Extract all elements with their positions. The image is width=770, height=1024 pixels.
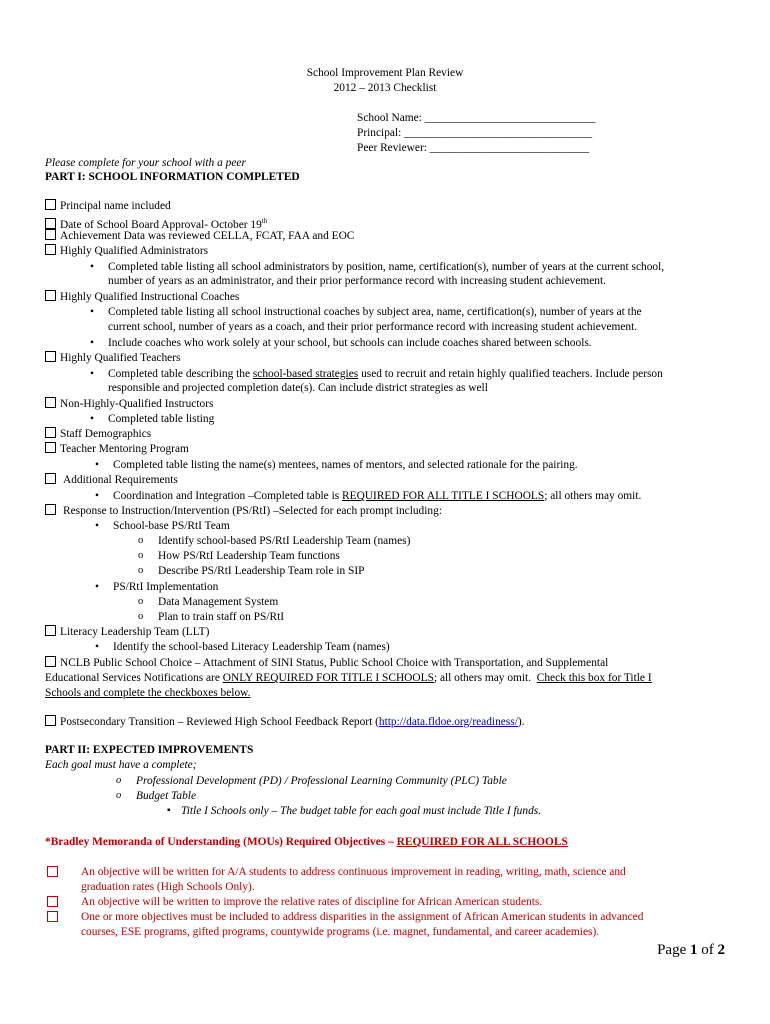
bradley-item2: An objective will be written to improve the relative rates of discipline for African American students. (81, 896, 543, 908)
sub-item: o Identify school-based PS/RtI Leadership Team (names) (158, 534, 410, 548)
item-nclb (45, 656, 608, 670)
item-principal-name (45, 199, 171, 213)
part2-intro: Each goal must have a complete; (45, 759, 197, 771)
text: ; all others may omit. (544, 490, 642, 502)
underlined-text: Check this box for Title I (536, 672, 652, 684)
checkbox[interactable] (45, 218, 56, 229)
item-additional (45, 473, 178, 487)
part2-heading: PART II: EXPECTED IMPROVEMENTS (45, 744, 254, 756)
sub-item: o Professional Development (PD) / Professional Learning Community (PLC) Table (136, 774, 507, 788)
text: ). (517, 716, 525, 728)
text: Coordination and Integration –Completed table is (113, 490, 343, 502)
bullet-text (108, 367, 663, 381)
doc-title: School Improvement Plan Review (306, 67, 464, 79)
item-rti (45, 504, 442, 518)
nclb-line3: Schools and complete the checkboxes below. (45, 687, 251, 699)
checkbox[interactable] (47, 896, 58, 907)
item-nhq (45, 397, 213, 411)
item-label: Highly Qualified Teachers (60, 352, 181, 364)
text: ; all others may omit. (433, 672, 537, 684)
bullet-text: • Completed table listing the name(s) mentees, names of mentors, and selected rationale for the pairing. (113, 458, 578, 472)
item-label: Non-Highly-Qualified Instructors (60, 398, 214, 410)
underlined-text: REQUIRED FOR ALL SCHOOLS (396, 836, 568, 848)
item-llt (45, 625, 209, 639)
sub-item: o Describe PS/RtI Leadership Team role in SIP (158, 564, 365, 578)
item-label: NCLB Public School Choice – Attachment of SINI Status, Public School Choice with Transportation, and Supplemental (60, 657, 609, 669)
checkbox[interactable] (47, 911, 58, 922)
readiness-link[interactable]: http://data.fldoe.org/readiness/ (378, 716, 518, 728)
text: 2 (717, 942, 725, 958)
checkbox[interactable] (45, 244, 56, 255)
underlined-text: ONLY REQUIRED FOR TITLE I SCHOOLS (222, 672, 434, 684)
item-hq-coaches (45, 290, 239, 304)
item-label: Postsecondary Transition – Reviewed High School Feedback Report ( (60, 716, 379, 728)
checkbox[interactable] (45, 473, 56, 484)
checkbox[interactable] (45, 229, 56, 240)
school-name-field[interactable]: School Name: ______________________________ (357, 112, 596, 124)
bullet-text: • Identify the school-based Literacy Leadership Team (names) (113, 640, 390, 654)
superscript: th (261, 217, 268, 225)
checkbox[interactable] (45, 625, 56, 636)
bradley-item1: An objective will be written for A/A students to address continuous improvement in reading, writing, math, science and (81, 866, 626, 878)
bullet-text (113, 489, 641, 503)
sub-sub-item: ▪ Title I Schools only – The budget table for each goal must include Title I funds. (181, 804, 541, 818)
bradley-item1-cont: graduation rates (High Schools Only). (81, 881, 255, 893)
checkbox[interactable] (45, 656, 56, 667)
checkbox[interactable] (45, 442, 56, 453)
item-label: Response to Instruction/Intervention (PS/RtI) –Selected for each prompt including: (63, 505, 442, 517)
checkbox[interactable] (45, 715, 56, 726)
text: of (697, 942, 718, 958)
part1-heading: PART I: SCHOOL INFORMATION COMPLETED (45, 171, 300, 183)
checkbox[interactable] (47, 866, 58, 877)
bradley-item3: One or more objectives must be included to address disparities in the assignment of African American students in advanced (81, 911, 644, 923)
bullet-text: • Include coaches who work solely at your school, but schools can include coaches shared between schools. (108, 336, 592, 350)
text: *Bradley Memoranda of Understanding (MOUs) Required Objectives – (45, 836, 397, 848)
bradley-heading (45, 835, 568, 849)
item-label: Highly Qualified Administrators (60, 245, 209, 257)
item-label: Literacy Leadership Team (LLT) (60, 626, 210, 638)
checkbox[interactable] (45, 397, 56, 408)
sub-item: o Data Management System (158, 595, 278, 609)
checkbox[interactable] (45, 351, 56, 362)
sub-item: o Budget Table (136, 789, 196, 803)
bullet-text: number of years as an administrator, and their prior performance record with increasing student achievement. (108, 275, 607, 287)
bradley-item3-cont: courses, ESE programs, gifted programs, countywide programs (i.e. magnet, fundamental, and career academies). (81, 926, 600, 938)
bullet-text: • Completed table listing (108, 412, 214, 426)
item-label: Achievement Data was reviewed CELLA, FCAT, FAA and EOC (60, 230, 355, 242)
bullet-text: responsible and projected completion date(s). Can include district strategies as well (108, 382, 488, 394)
checkbox[interactable] (45, 427, 56, 438)
item-label: Date of School Board Approval- October 19 (60, 218, 262, 231)
sub-item: o Plan to train staff on PS/RtI (158, 610, 284, 624)
item-postsecondary (45, 715, 525, 729)
bullet-text: • School-base PS/RtI Team (113, 519, 230, 533)
item-label: Highly Qualified Instructional Coaches (60, 291, 240, 303)
checkbox[interactable] (45, 504, 56, 515)
item-mentoring (45, 442, 189, 456)
item-label: Teacher Mentoring Program (60, 443, 189, 455)
text: Page (657, 942, 690, 958)
sub-item: o How PS/RtI Leadership Team functions (158, 549, 340, 563)
checkbox[interactable] (45, 290, 56, 301)
underlined-text: REQUIRED FOR ALL TITLE I SCHOOLS (342, 490, 545, 502)
page-number (657, 942, 725, 959)
text: used to recruit and retain highly qualified teachers. Include person (358, 368, 663, 380)
underlined-text: school-based strategies (252, 368, 359, 380)
text: Completed table describing the (108, 368, 253, 380)
item-achievement (45, 229, 354, 243)
item-label: Principal name included (60, 200, 171, 212)
bullet-text: current school, number of years as a coach, and their prior performance record with increasing student achievement. (108, 321, 638, 333)
principal-field[interactable]: Principal: _________________________________ (357, 127, 593, 139)
text: 1 (690, 942, 698, 958)
text: Educational Services Notifications are (45, 672, 223, 684)
item-hq-admin (45, 244, 208, 258)
item-label: Staff Demographics (60, 428, 152, 440)
bullet-text: • Completed table listing all school administrators by position, name, certification(s), number of years at the current school, (108, 260, 664, 274)
intro-text: Please complete for your school with a peer (45, 157, 246, 169)
item-hq-teachers (45, 351, 180, 365)
nclb-line2 (45, 671, 652, 685)
bullet-text: • PS/RtI Implementation (113, 580, 218, 594)
doc-subtitle: 2012 – 2013 Checklist (333, 82, 437, 94)
bullet-text: • Completed table listing all school instructional coaches by subject area, name, certification(s), number of years at the (108, 305, 642, 319)
peer-reviewer-field[interactable]: Peer Reviewer: ____________________________ (357, 142, 590, 154)
checkbox[interactable] (45, 199, 56, 210)
item-label: Additional Requirements (63, 474, 178, 486)
item-staff-demo (45, 427, 151, 441)
